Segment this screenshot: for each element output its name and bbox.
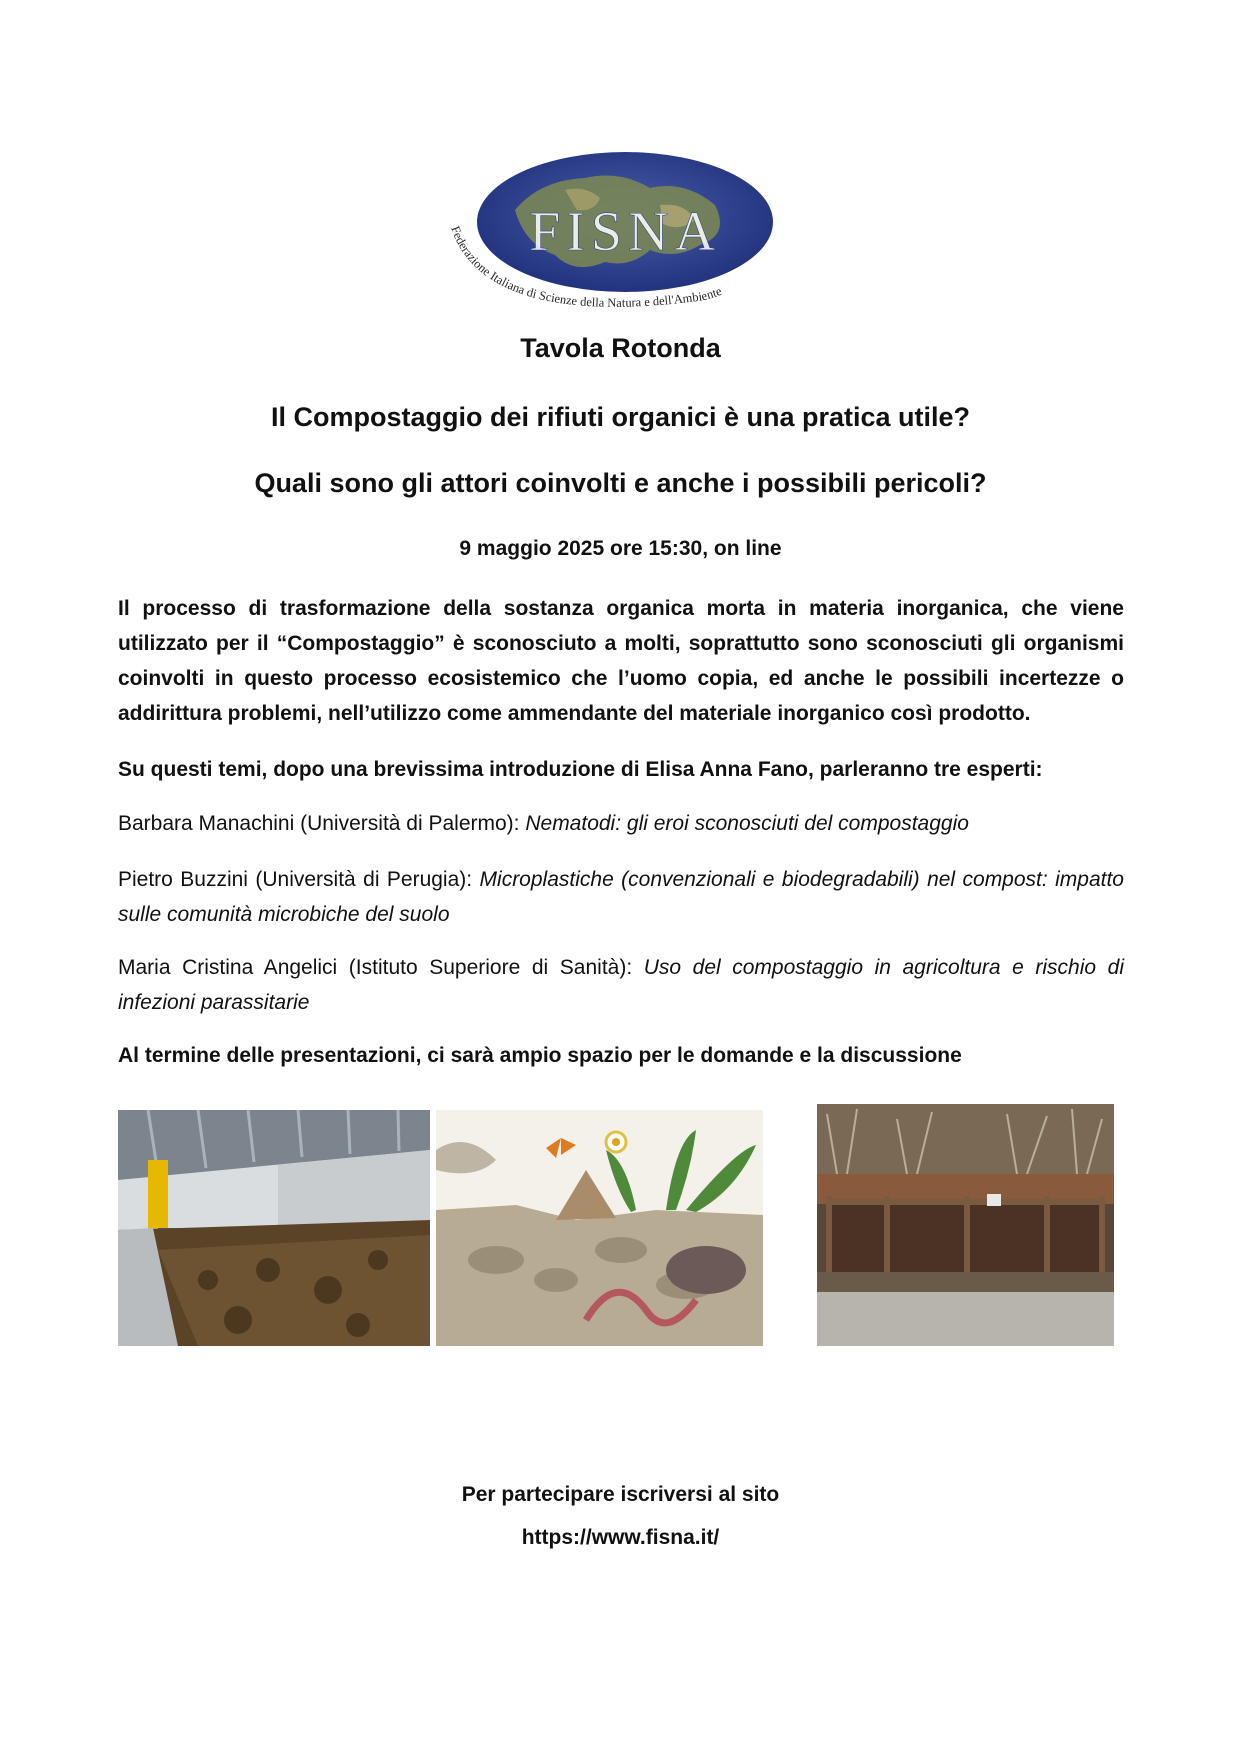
- website-link[interactable]: https://www.fisna.it/: [521, 1526, 720, 1549]
- compost-bins-garden-photo: [817, 1104, 1114, 1346]
- speaker-talk-title: Nematodi: gli eroi sconosciuti del compostaggio: [525, 812, 969, 835]
- speaker-name: Barbara Manachini (Università di Palermo):: [118, 812, 520, 835]
- closing-note: Al termine delle presentazioni, ci sarà ampio spazio per le domande e la discussione: [118, 1044, 962, 1067]
- question-heading-2: Quali sono gli attori coinvolti e anche i possibili pericoli?: [254, 468, 987, 498]
- speaker-name: Pietro Buzzini (Università di Perugia):: [118, 868, 473, 891]
- event-date: 9 maggio 2025 ore 15:30, on line: [459, 537, 782, 560]
- speaker-talk-title: Microplastiche (convenzionali e biodegradabili) nel compost: impatto sulle comunità microbiche del suolo: [118, 868, 1124, 926]
- composting-facility-photo: [118, 1110, 430, 1346]
- speaker-entry: [118, 806, 1124, 841]
- speaker-name: Maria Cristina Angelici (Istituto Superiore di Sanità):: [118, 956, 633, 979]
- soil-organisms-illustration: [436, 1110, 763, 1346]
- speaker-entry: [118, 862, 1124, 932]
- event-type-heading: Tavola Rotonda: [520, 333, 721, 363]
- speaker-talk-title: Uso del compostaggio in agricoltura e rischio di infezioni parassitarie: [118, 956, 1124, 1014]
- registration-cta: Per partecipare iscriversi al sito: [461, 1483, 780, 1506]
- fisna-logo: [445, 150, 800, 325]
- logo-subtitle: Federazione Italiana di Scienze della Natura e dell'Ambiente: [448, 224, 724, 310]
- question-heading-1: Il Compostaggio dei rifiuti organici è una pratica utile?: [270, 402, 971, 432]
- logo-wordmark: FISNA: [529, 201, 721, 263]
- speakers-intro: Su questi temi, dopo una brevissima introduzione di Elisa Anna Fano, parleranno tre esperti:: [118, 758, 1043, 781]
- speaker-entry: [118, 950, 1124, 1020]
- intro-paragraph: Il processo di trasformazione della sostanza organica morta in materia inorganica, che viene utilizzato per il “Compostaggio” è sconosciuto a molti, soprattutto sono sconosciuti gli organismi coinvolti in questo processo ecosistemico che l’uomo copia, ed anche le possibili incertezze o addirittura problemi, nell’utilizzo come ammendante del materiale inorganico così prodotto.: [118, 597, 1124, 725]
